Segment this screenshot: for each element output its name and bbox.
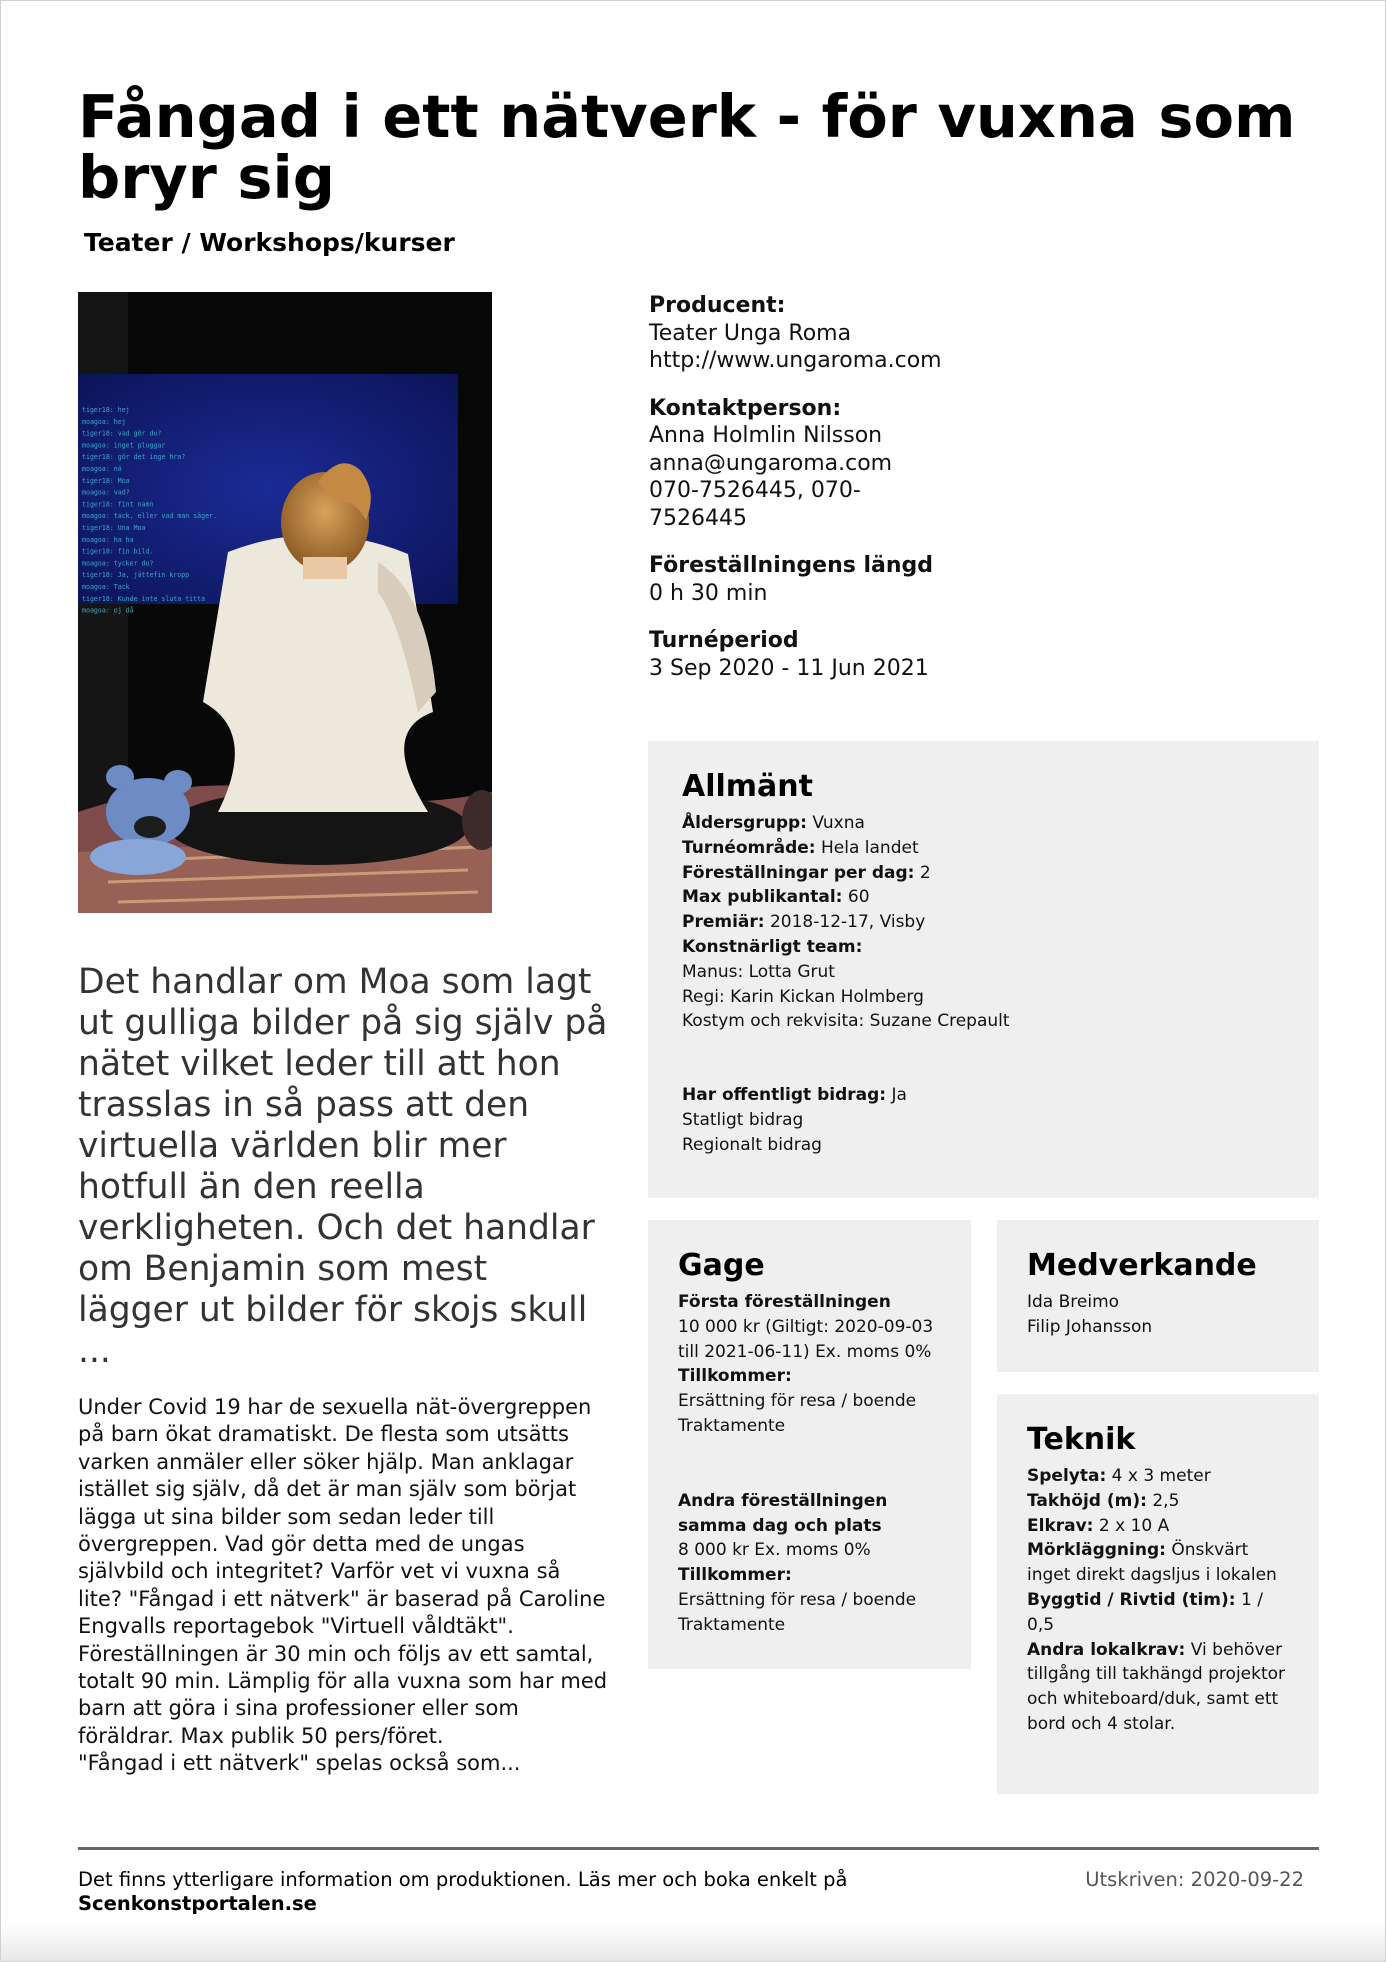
screen-chat-line: tiger18: hej [82, 406, 130, 414]
screen-chat-line: moagoa: tack, eller vad man säger. [82, 512, 217, 521]
contact-name: Anna Holmlin Nilsson [649, 423, 883, 448]
second-show-price: 8 000 kr Ex. moms 0% [678, 1540, 871, 1561]
other-value: Vi behöver tillgång till takhängd projektor och whiteboard/duk, samt ett bord och 4 stolar. [1027, 1639, 1286, 1734]
area-label: Turnéområde: [682, 837, 816, 858]
producer-label: Producent: [649, 293, 786, 318]
second-extra-label: Tillkommer: [678, 1565, 792, 1586]
perday-value: 2 [919, 862, 931, 883]
contact-label: Kontaktperson: [649, 395, 842, 421]
tour-value: 3 Sep 2020 - 11 Jun 2021 [649, 655, 929, 681]
length-value: 0 h 30 min [649, 580, 768, 606]
screen-chat-line: tiger18: Moa [82, 476, 130, 485]
production-photo [78, 292, 492, 913]
premiere-value: 2018-12-17, Visby [769, 912, 926, 933]
gage-heading: Gage [678, 1248, 765, 1283]
first-show-label: Första föreställningen [678, 1292, 891, 1312]
contact-block [649, 395, 979, 533]
screen-chat-line: moagoa: hej [82, 417, 126, 426]
length-label: Föreställningens längd [649, 553, 934, 578]
ceiling-label: Takhöjd (m): [1027, 1490, 1147, 1511]
team-member: Kostym och rekvisita: Suzane Crepault [682, 1011, 1010, 1032]
other-row [1027, 1638, 1289, 1737]
second-extra-item: Ersättning för resa / boende [678, 1589, 917, 1610]
tech-heading: Teknik [1027, 1422, 1136, 1457]
area-row [682, 836, 1285, 861]
lead-paragraph: Det handlar om Moa som lagt ut gulliga bilder på sig själv på nätet vilket leder till att hon trasslas in så pass att den virtuella världen blir mer hotfull än den reella verkligheten. Och det handlar om Benjamin som mest lägger ut bilder för skojs skull ... [78, 962, 608, 1371]
first-extra-label: Tillkommer: [678, 1366, 792, 1387]
gage-box [648, 1220, 971, 1669]
dark-row [1027, 1538, 1289, 1588]
screen-chat-line: moagoa: oj då [82, 606, 134, 615]
cast-member: Ida Breimo [1027, 1292, 1120, 1312]
grant-value: Ja [891, 1085, 907, 1106]
premiere-row [682, 910, 1285, 935]
max-label: Max publikantal: [682, 887, 843, 908]
producer-name: Teater Unga Roma [649, 320, 852, 346]
premiere-label: Premiär: [682, 912, 765, 933]
team-label: Konstnärligt team: [682, 936, 863, 957]
dark-label: Mörkläggning: [1027, 1540, 1166, 1561]
screen-chat-line: tiger18: fint namn [82, 500, 154, 509]
producer-url-link[interactable]: http://www.ungaroma.com [649, 348, 942, 373]
tech-box [997, 1394, 1319, 1794]
screen-chat-line: moagoa: tycker du? [82, 559, 154, 568]
general-box [648, 741, 1319, 1198]
cast-box [997, 1220, 1319, 1372]
perday-label: Föreställningar per dag: [682, 862, 915, 883]
ceiling-row [1027, 1489, 1289, 1514]
age-value: Vuxna [812, 813, 865, 833]
cast-heading: Medverkande [1027, 1248, 1257, 1283]
description-more: "Fångad i ett nätverk" spelas också som... [78, 1751, 521, 1776]
grant-label: Har offentligt bidrag: [682, 1085, 887, 1106]
contact-phone: 070-7526445, 070-7526445 [649, 478, 861, 531]
dark-value: Önskvärt inget direkt dagsljus i lokalen [1027, 1540, 1277, 1586]
length-block [649, 552, 979, 607]
cast-member: Filip Johansson [1027, 1316, 1153, 1337]
page-title: Fångad i ett nätverk - för vuxna som bryr sig [78, 82, 1296, 212]
team-member: Regi: Karin Kickan Holmberg [682, 986, 924, 1007]
grant-item: Statligt bidrag [682, 1109, 804, 1130]
power-value: 2 x 10 A [1098, 1515, 1170, 1536]
printed-date: Utskriven: 2020-09-22 [1085, 1868, 1304, 1891]
max-row [682, 885, 1285, 910]
stage-value: 4 x 3 meter [1111, 1466, 1211, 1486]
category-breadcrumb: Teater / Workshops/kurser [84, 228, 455, 257]
first-extra-item: Ersättning för resa / boende [678, 1391, 917, 1412]
perday-row [682, 861, 1285, 886]
tour-block [649, 627, 979, 682]
screen-chat-line: moagoa: nä [82, 465, 122, 473]
area-value: Hela landet [821, 837, 919, 858]
page-shadow [0, 1922, 1386, 1962]
screen-chat-line: tiger18: Una Moa [82, 524, 146, 532]
producer-block [649, 292, 979, 375]
stage-row [1027, 1464, 1289, 1489]
second-extra-item: Traktamente [678, 1614, 786, 1635]
first-extra-item: Traktamente [678, 1415, 786, 1436]
footer-info [78, 1868, 978, 1916]
footer-message: Det finns ytterligare information om produktionen. Läs mer och boka enkelt på [78, 1868, 848, 1891]
max-value: 60 [847, 887, 870, 908]
first-show-price: 10 000 kr (Giltigt: 2020-09-03 till 2021-06-11) Ex. moms 0% [678, 1316, 934, 1362]
screen-chat-line: tiger18: fin bild. [82, 547, 154, 556]
age-row [682, 811, 1285, 836]
build-label: Byggtid / Rivtid (tim): [1027, 1589, 1236, 1610]
footer-brand-link[interactable]: Scenkonstportalen.se [78, 1892, 317, 1915]
screen-chat-line: moagoa: Tack [82, 583, 130, 591]
contact-email-link[interactable]: anna@ungaroma.com [649, 450, 893, 476]
build-value: 1 / 0,5 [1027, 1589, 1263, 1635]
second-show-label: Andra föreställningen samma dag och plats [678, 1490, 888, 1536]
production-info [649, 292, 979, 702]
other-label: Andra lokalkrav: [1027, 1639, 1186, 1660]
team-member: Manus: Lotta Grut [682, 961, 835, 982]
screen-chat-line: moagoa: vad? [82, 488, 130, 497]
stage-label: Spelyta: [1027, 1466, 1107, 1486]
grant-item: Regionalt bidrag [682, 1134, 822, 1155]
description-text [78, 1394, 608, 1778]
screen-chat-line: tiger18: gör det inge hra? [82, 453, 186, 462]
screen-chat-line: tiger18: Ja, jättefin kropp [82, 571, 190, 580]
power-row [1027, 1514, 1289, 1539]
general-heading: Allmänt [682, 769, 813, 804]
screen-chat-line: tiger18: Kunde inte sluta titta [82, 594, 206, 603]
build-row [1027, 1588, 1289, 1638]
ceiling-value: 2,5 [1152, 1490, 1180, 1511]
power-label: Elkrav: [1027, 1515, 1094, 1536]
grant-row [682, 1083, 1285, 1108]
screen-chat-line: tiger18: vad gör du? [82, 429, 162, 438]
tour-label: Turnéperiod [649, 628, 799, 653]
screen-chat-line: moagoa: ha ha [82, 535, 134, 544]
age-label: Åldersgrupp: [682, 813, 807, 833]
screen-chat-line: moagoa: inget pluggar [82, 441, 166, 450]
footer-divider [78, 1847, 1319, 1850]
description-main: Under Covid 19 har de sexuella nät-övergreppen på barn ökat dramatiskt. De flesta som utsätts varken anmäler eller söker hjälp. Man anklagar istället sig själv, då det är man själv som börjat lägga ut sina bilder som sedan leder till övergreppen. Vad gör detta med de ungas självbild och integritet? Varför vet vi vuxna så lite? "Fångad i ett nätverk" är baserad på Caroline Engvalls reportagebok "Virtuell våldtäkt". Föreställningen är 30 min och följs av ett samtal, totalt 90 min. Lämplig för alla vuxna som har med barn att göra i sina professioner eller som föräldrar. Max publik 50 pers/föret. [78, 1395, 608, 1748]
